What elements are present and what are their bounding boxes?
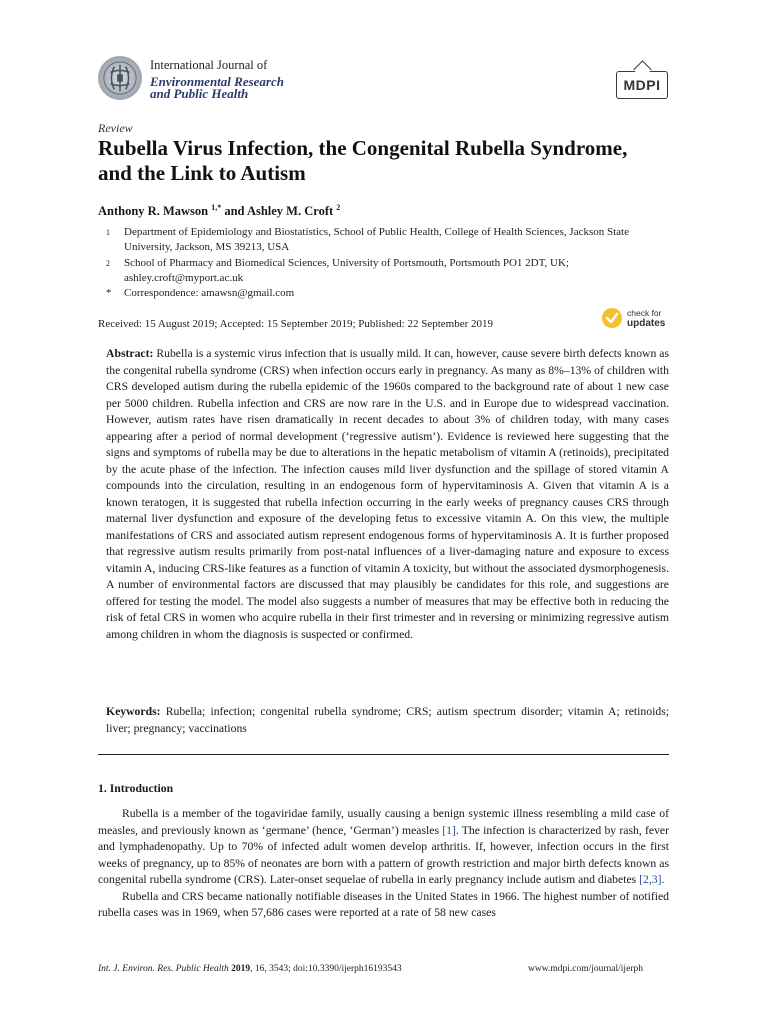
paragraph: Rubella and CRS became nationally notifiable diseases in the United States in 1966. The highest number of notified rubella cases was in 1969, when 57,686 cases were reported at a rate of 58 new cases [98,889,669,919]
section-divider [98,754,669,755]
affiliation-number: 1 [106,228,110,237]
keywords-text: Rubella; infection; congenital rubella syndrome; CRS; autism spectrum disorder; vitamin A; retinoids; liver; pregnancy; vaccinations [106,705,669,735]
journal-name-prefix: International Journal of [150,58,268,72]
citation-journal: Int. J. Environ. Res. Public Health [98,964,229,974]
check-for-updates-link[interactable] [627,308,665,329]
keywords [106,704,669,737]
affiliation-number: 2 [106,259,110,268]
paragraph-text: . [661,873,665,886]
citation-details: , 16, 3543; doi:10.3390/ijerph16193543 [250,964,402,974]
journal-logo [98,56,142,100]
author-connector: and [221,204,247,219]
article-type: Review [98,121,133,135]
affiliation-text: Department of Epidemiology and Biostatistics, School of Public Health, College of Health Sciences, Jackson State University, Jackson, MS 39213, USA [124,226,629,253]
publisher-logo: MDPI [616,71,668,99]
author-affiliation-mark: 2 [336,203,341,212]
paragraph-text: . The infection is characterized by rash, fever and lymphadenopathy. Up to 70% of infected adult women develop arthritis. If, however, infection occurs in the first weeks of pregnancy, up to 85% of neonates are born with a pattern of growth restriction and major birth defects known as congenital rubella syndrome (CRS). Later-onset sequelae of rubella in early pregnancy include autism and diabetes [98,823,669,886]
section-heading: 1. Introduction [98,782,174,795]
correspondence-text: Correspondence: amawsn@gmail.com [124,287,295,299]
footer-url[interactable]: www.mdpi.com/journal/ijerph [528,964,643,974]
citation-year: 2019 [228,964,251,974]
check-updates-line1: check for [627,308,662,318]
abstract-text: Rubella is a systemic virus infection that is usually mild. It can, however, cause severe birth defects known as the congenital rubella syndrome (CRS) when infection occurs early in pregnancy. As many as 8%–13% of children with CRS developed autism during the rubella epidemic of the 1960s compared to the background rate of about 1 new case per 5000 children. Rubella infection and CRS are now rare in the U.S. and in Europe due to widespread vaccination. However, autism rates have risen dramatically in recent decades to about 3% of children today, with many cases appearing after a period of normal development (‘regressive autism’). Evidence is reviewed here suggesting that the signs and symptoms of rubella may be due to alterations in the hepatic metabolism of vitamin A (retinoids), precipitated by the acute phase of the infection. The infection causes mild liver dysfunction and the spillage of stored vitamin A compounds into the circulation, resulting in an endogenous form of hypervitaminosis A. Given that vitamin A is a known teratogen, it is suggested that rubella infection occurring in the early weeks of pregnancy causes CRS through maternal liver dysfunction and exposure of the developing fetus to excessive vitamin A. On this view, the multiple manifestations of CRS and associated autism represent endogenous forms of hypervitaminosis A. It is further proposed that regressive autism results primarily from post-natal influences of a liver-damaging nature and exposure to excess vitamin A, inducing CRS-like features as a function of vitamin A toxicity, but without the associated dysmorphogenesis. A number of environmental factors are discussed that may plausibly be candidates for this role, and suggestions are offered for testing the model. The model also suggests a number of measures that may be effective both in reducing the risk of fetal CRS in women who acquire rubella in their first trimester and in reversing or minimizing regressive autism among children in whom the diagnosis is suspected or confirmed. [106,347,669,641]
article-title: Rubella Virus Infection, the Congenital Rubella Syndrome, and the Link to Autism [98,136,628,185]
check-for-updates-icon[interactable] [601,307,623,329]
citation-link[interactable]: [2,3] [639,873,662,886]
publication-dates: Received: 15 August 2019; Accepted: 15 September 2019; Published: 22 September 2019 [98,318,494,330]
check-updates-line2: updates [627,318,666,329]
abstract-label: Abstract: [106,347,154,360]
author-name: Ashley M. Croft [246,204,334,219]
journal-name-line2: and Public Health [150,86,249,101]
affiliation-text: School of Pharmacy and Biomedical Sciences, University of Portsmouth, Portsmouth PO1 2DT, UK; ashley.croft@myport.ac.uk [124,257,569,284]
author-affiliation-mark: 1,* [211,203,222,212]
citation-link[interactable]: [1] [442,823,456,837]
correspondence-mark: * [106,287,112,299]
author-name: Anthony R. Mawson [98,204,209,219]
journal-emblem-icon [101,59,139,97]
paragraph [98,806,669,889]
introduction-body [98,806,669,922]
journal-name-line1: Environmental Research [150,74,284,89]
footer-citation [98,964,402,974]
abstract [106,346,669,643]
paragraph-text: Rubella is a member of the togaviridae family, usually causing a benign systemic illness resembling a mild case of measles, and previously known as ‘germane’ (hence, ‘German’) measles [98,807,669,837]
keywords-label: Keywords: [106,705,161,718]
author-list [98,203,340,219]
